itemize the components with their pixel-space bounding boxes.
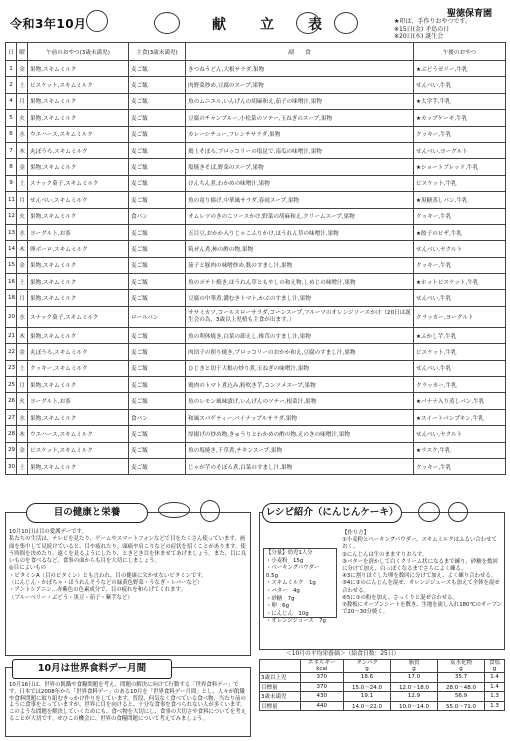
day-cell: 5	[6, 110, 17, 126]
side-dish-cell: 魚の塩焼き,千草煮,チキンスープ,果物	[186, 442, 414, 458]
side-dish-cell: 鶏肉のトマト煮込み,粉吹き芋,コンソメスープ,果物	[186, 377, 414, 393]
pm-snack-cell: クラッカー,ヨーグルト	[414, 306, 506, 327]
page-title: 献 立 表	[212, 17, 332, 33]
day-cell: 22	[6, 344, 17, 360]
staple-cell: 麦ご飯	[129, 257, 186, 273]
nutrition-value: 14.0〜22.0	[344, 701, 391, 711]
pm-snack-cell: クッキー,牛乳	[414, 458, 506, 474]
am-snack-cell: 果物,スキムミルク	[28, 208, 129, 224]
menu-row	[6, 110, 506, 126]
side-dish-cell: オムレツのきのこソースかけ,野菜の胡麻和え,クリームスープ,果物	[186, 208, 414, 224]
nutrition-value: 17.0	[391, 673, 438, 683]
carrot-illustration	[418, 502, 440, 522]
side-dish-cell: 肉団子の照り焼き,ブロッコリーのおかか和え,豆腐のすまし汁,果物	[186, 344, 414, 360]
staple-cell: 麦ご飯	[129, 274, 186, 290]
ingredient: ・砂糖 7g	[266, 595, 295, 602]
day-cell: 8	[6, 159, 17, 175]
am-snack-cell: 果物,スキムミルク	[28, 458, 129, 474]
staple-cell: ロールパン	[129, 306, 186, 327]
nutrition-row	[260, 673, 505, 683]
staple-cell: 麦ご飯	[129, 77, 186, 93]
day-cell: 1	[6, 61, 17, 77]
menu-row	[6, 208, 506, 224]
side-dish-cell: ひじきと切干大根の炒り煮,玉ねぎの味噌汁,果物	[186, 360, 414, 376]
side-dish-cell: きつねうどん,大根サラダ,果物	[186, 61, 414, 77]
pm-snack-cell: ★大学芋,牛乳	[414, 93, 506, 109]
pm-snack-cell: ★ホットビスケット,牛乳	[414, 274, 506, 290]
weekday-cell: 月	[17, 290, 28, 306]
weekday-cell: 金	[17, 442, 28, 458]
weekday-cell: 金	[17, 257, 28, 273]
day-cell: 29	[6, 442, 17, 458]
nutrition-value: 56.9	[438, 692, 485, 702]
am-snack-cell: 果物,スキムミルク	[28, 159, 129, 175]
menu-row	[6, 442, 506, 458]
recipe-step: ①小麦粉とベーキングパウダー、スキムミルクはふるい合わせておく。	[342, 537, 497, 551]
ingredient: ・小麦粉 15g	[266, 557, 304, 564]
menu-row	[6, 126, 506, 142]
health-line: 私たちの生活は、テレビを見たり、ゲームやスマートフォンなどで目をたくさん使っています。画面を集中して見続けていると、目や疲れたり、頭痛や肩こりなどの症状を招くことがあります。使う時間を決めたり、遠くを見るようにしたり、ときどき目を休ませてあげましょう。また、目に良いものを食べるなど、食事の面からも目を大切にしましょう。	[9, 536, 247, 565]
side-dish-cell: 魚のポテト焼き,ほうれん草ともやしの和え物,しめじの味噌汁,果物	[186, 274, 414, 290]
pm-snack-cell: ビスケット,牛乳	[414, 175, 506, 191]
col-header-weekday: 曜	[17, 43, 28, 61]
weekday-cell: 水	[17, 409, 28, 425]
pm-snack-cell: ★ショートブレッド,牛乳	[414, 159, 506, 175]
cartoon-mushroom-illustration	[296, 12, 320, 34]
pm-snack-cell: ★カップケーキ,牛乳	[414, 110, 506, 126]
menu-row	[6, 458, 506, 474]
pm-snack-cell: ★スイートパンプキン,牛乳	[414, 409, 506, 425]
nutrition-value: 10.0〜14.0	[391, 701, 438, 711]
staple-cell: 麦ご飯	[129, 224, 186, 240]
day-cell: 23	[6, 360, 17, 376]
nutrition-col-header: タンパク g	[344, 660, 391, 673]
menu-row	[6, 241, 506, 257]
nutrition-value: 370	[300, 682, 343, 692]
menu-row	[6, 257, 506, 273]
health-line: ・ビタミンA（目のビタミン）とも言われ、目の健康に欠かせないビタミンです。	[9, 572, 207, 579]
am-snack-cell: 果物,スキムミルク	[28, 257, 129, 273]
am-snack-cell: 果物,スキムミルク	[28, 274, 129, 290]
pm-snack-cell: せんべい,ヨーグルト	[414, 142, 506, 158]
health-line: ◎目によいもの	[9, 565, 47, 572]
recipe-step: ⑥5に①の粉を加え、さっくりと混ぜ合わせる。	[342, 594, 458, 601]
nutrition-col-header: 炭水化物 g	[438, 660, 485, 673]
menu-row	[6, 426, 506, 442]
nutrition-value: 18.6	[344, 673, 391, 683]
am-snack-cell: 果物,スキムミルク	[28, 110, 129, 126]
nutrition-row	[260, 701, 505, 711]
nutrition-value: 15.0〜24.0	[344, 682, 391, 692]
am-snack-cell: せんべい,スキムミルク	[28, 192, 129, 208]
col-header-side-dish: 副 食	[186, 43, 414, 61]
day-cell: 27	[6, 409, 17, 425]
staple-cell: 麦ご飯	[129, 442, 186, 458]
cartoon-food-illustration	[334, 12, 358, 34]
ingredient: ・にんじん 10g	[266, 610, 309, 617]
side-dish-cell: 魚の竜り揚げ,中華風サラダ,春雨スープ,果物	[186, 192, 414, 208]
menu-row	[6, 377, 506, 393]
menu-row	[6, 61, 506, 77]
nutrition-value: 1.3	[484, 692, 504, 702]
header-note: ★印は、手作りおやつです。	[394, 18, 471, 25]
nutrition-col-header: 脂質 g	[391, 660, 438, 673]
nutrition-value: 1.4	[484, 682, 504, 692]
staple-cell: 麦ご飯	[129, 393, 186, 409]
staple-cell: 麦ご飯	[129, 93, 186, 109]
col-header-am-snack: 午前のおやつ(3歳未満児)	[28, 43, 129, 61]
staple-cell: 麦ご飯	[129, 458, 186, 474]
weekday-cell: 木	[17, 327, 28, 343]
ingredient: ・バター 4g	[266, 587, 300, 594]
pm-snack-cell: クラッカー,牛乳	[414, 377, 506, 393]
staple-cell: 麦ご飯	[129, 175, 186, 191]
staple-cell: 麦ご飯	[129, 290, 186, 306]
health-title: 目の健康と栄養	[26, 503, 148, 523]
side-dish-cell: 厚揚げの炒め物,きゅうりとわかめの酢の物,えのきの味噌汁,果物	[186, 426, 414, 442]
nutrition-row-label: 目標量	[260, 701, 301, 711]
am-snack-cell: ウエハース,スキムミルク	[28, 126, 129, 142]
nutrition-value: 28.0〜48.0	[438, 682, 485, 692]
vegetable-illustration	[200, 500, 220, 522]
day-cell: 12	[6, 208, 17, 224]
day-cell: 6	[6, 126, 17, 142]
nutrition-value: 35.7	[438, 673, 485, 683]
staple-cell: 麦ご飯	[129, 344, 186, 360]
staple-cell: 麦ご飯	[129, 110, 186, 126]
recipe-step: ②にんじんは生のまますりおろす。	[342, 551, 428, 558]
nutrition-value: 440	[300, 701, 343, 711]
menu-row	[6, 274, 506, 290]
weekday-cell: 金	[17, 159, 28, 175]
food-day-title: 10月は世界食料デー月間	[12, 659, 172, 679]
month-title: 令和3年10月	[10, 17, 87, 31]
day-cell: 28	[6, 426, 17, 442]
cartoon-animal-illustration	[86, 10, 108, 32]
side-dish-cell: 魚の利休焼き,白菜の卸えし,椎茸のすまし汁,果物	[186, 327, 414, 343]
nutrition-value: 12.0〜18.0	[391, 682, 438, 692]
recipe-steps	[342, 530, 502, 616]
menu-row	[6, 306, 506, 327]
header-notes	[394, 18, 502, 41]
weekday-cell: 土	[17, 360, 28, 376]
am-snack-cell: 果物,スキムミルク	[28, 61, 129, 77]
weekday-cell: 月	[17, 93, 28, 109]
day-cell: 11	[6, 192, 17, 208]
health-line: ・アントシアニン…赤紫色の色素成分で、目の疲れを和らげてくれます。	[9, 587, 186, 594]
staple-cell: 麦ご飯	[129, 159, 186, 175]
pm-snack-cell: ★ラスク,牛乳	[414, 442, 506, 458]
nutrition-col-header: 食塩 g	[484, 660, 504, 673]
health-line: 10月10日は目の愛護デーです。	[9, 529, 87, 535]
staple-cell: 麦ご飯	[129, 61, 186, 77]
am-snack-cell: 果物,スキムミルク	[28, 377, 129, 393]
weekday-cell: 月	[17, 192, 28, 208]
ingredient: ・ベーキングパウダー 0.5g	[266, 565, 325, 579]
health-text	[9, 529, 247, 602]
health-line: （ブルーベリー・ぶどう・黒豆・茄子・紫芋など）	[9, 594, 133, 601]
recipe-step: ④3に割りほぐした卵を数回に分けて加え、よく練り合わせる。	[342, 573, 497, 580]
am-snack-cell: ウエハース,スキムミルク	[28, 426, 129, 442]
nutrition-row	[260, 682, 505, 692]
pm-snack-cell: せんべい,ヤクルト	[414, 426, 506, 442]
am-snack-cell: クッキー,スキムミルク	[28, 360, 129, 376]
menu-row	[6, 93, 506, 109]
menu-row	[6, 290, 506, 306]
weekday-cell: 水	[17, 224, 28, 240]
side-dish-cell: ササミカツ,コールスローサラダ,コーンスープ,フルーツのオレンジソースかけ（20日は誕生会の為、3歳以上児植も主食が出ます。）	[186, 306, 414, 327]
col-header-day: 日	[6, 43, 17, 61]
side-dish-cell: 和風スパゲティー,パイナップルサラダ,果物	[186, 409, 414, 425]
weekday-cell: 木	[17, 241, 28, 257]
staple-cell: 麦ご飯	[129, 426, 186, 442]
pm-snack-cell: せんべい,ヤクルト	[414, 241, 506, 257]
nutrition-title: ＜10月の平均栄養価＞（給食日数：25日）	[286, 651, 400, 657]
am-snack-cell: スナック菓子,スキムミルク	[28, 175, 129, 191]
side-dish-cell: じゃが芋のそぼろ煮,白菜のすまし汁,果物	[186, 458, 414, 474]
am-snack-cell: 丸ぼうろ,スキムミルク	[28, 344, 129, 360]
staple-cell: 麦ご飯	[129, 142, 186, 158]
nutrition-value: 1.4	[484, 673, 504, 683]
weekday-cell: 月	[17, 377, 28, 393]
am-snack-cell: 果物,スキムミルク	[28, 93, 129, 109]
menu-row	[6, 142, 506, 158]
weekday-cell: 金	[17, 61, 28, 77]
am-snack-cell: ヨーグルト,お茶	[28, 224, 129, 240]
day-cell: 18	[6, 290, 17, 306]
menu-row	[6, 192, 506, 208]
weekday-cell: 火	[17, 110, 28, 126]
menu-row	[6, 327, 506, 343]
page-header	[4, 4, 506, 40]
side-dish-cell: 茄子と豚肉の味噌炒め,麩のすまし汁,果物	[186, 257, 414, 273]
menu-row	[6, 344, 506, 360]
side-dish-cell: 肉野菜炒め,豆腐のスープ,果物	[186, 77, 414, 93]
am-snack-cell: ヨーグルト,お茶	[28, 393, 129, 409]
weekday-cell: 土	[17, 274, 28, 290]
menu-row	[6, 175, 506, 191]
pm-snack-cell: クッキー,牛乳	[414, 126, 506, 142]
nutrition-row-label: 3歳未満児	[260, 692, 301, 702]
cartoon-child-illustration	[154, 12, 180, 34]
weekday-cell: 水	[17, 126, 28, 142]
staple-cell: 麦ご飯	[129, 377, 186, 393]
menu-row	[6, 360, 506, 376]
am-snack-cell: 果物,スキムミルク	[28, 409, 129, 425]
am-snack-cell: ビスケット,スキムミルク	[28, 77, 129, 93]
am-snack-cell: 果物,スキムミルク	[28, 327, 129, 343]
staple-cell: 食パン	[129, 208, 186, 224]
header-note: ※15日(金) 矛島の日	[394, 25, 450, 33]
nutrition-header-row	[260, 660, 505, 673]
day-cell: 14	[6, 241, 17, 257]
pm-snack-cell: ★ふかし芋,牛乳	[414, 327, 506, 343]
side-dish-cell: 五目豆,おかか入りじゃこふりかけ,ほうれん草の味噌汁,果物	[186, 224, 414, 240]
ingredients-title: 【分量】幼児1人分	[266, 550, 313, 556]
pm-snack-cell: せんべい,牛乳	[414, 360, 506, 376]
pm-snack-cell: せんべい,牛乳	[414, 290, 506, 306]
side-dish-cell: 塩焼きそば,野菜のスープ,果物	[186, 159, 414, 175]
nutrition-value: 55.0〜71.0	[438, 701, 485, 711]
nutrition-row-label: 目標量	[260, 682, 301, 692]
menu-row	[6, 77, 506, 93]
nutrition-value: 370	[300, 673, 343, 683]
staple-cell: 麦ご飯	[129, 126, 186, 142]
am-snack-cell: 果物,スキムミルク	[28, 290, 129, 306]
health-line: （にんじん・かぼちゃ・ほうれんそうなどの緑黄色野菜・うなぎ・レバーなど）	[9, 580, 203, 587]
side-dish-cell: けんちん煮,わかめの味噌汁,果物	[186, 175, 414, 191]
pm-snack-cell: ★餃子のピザ,牛乳	[414, 224, 506, 240]
day-cell: 25	[6, 377, 17, 393]
day-cell: 9	[6, 175, 17, 191]
am-snack-cell: 卵ボーロ,スキムミルク	[28, 241, 129, 257]
ingredients-list	[266, 550, 336, 626]
recipe-step: ⑦数板にオーブンシートを敷き、生地を流し入れ180℃のオーブンで20〜30分焼く。	[342, 602, 503, 616]
staple-cell: 麦ご飯	[129, 360, 186, 376]
pm-snack-cell: ★黒糖蒸しパン,牛乳	[414, 192, 506, 208]
nutrition-value: 19.1	[344, 692, 391, 702]
am-snack-cell: ビスケット,スキムミルク	[28, 442, 129, 458]
nutrition-row	[260, 692, 505, 702]
pm-snack-cell: ビスケット,牛乳	[414, 344, 506, 360]
weekday-cell: 木	[17, 426, 28, 442]
pm-snack-cell: クッキー,牛乳	[414, 257, 506, 273]
col-header-pm-snack: 午後のおやつ	[414, 43, 506, 61]
pm-snack-cell: ★ぶどうゼリー,牛乳	[414, 61, 506, 77]
side-dish-cell: 豆腐のチャンプルー,小松菜のソテー,玉ねぎのスープ,果物	[186, 110, 414, 126]
eye-illustration	[158, 502, 190, 518]
school-name: 聖徳保育園	[446, 9, 492, 19]
day-cell: 13	[6, 224, 17, 240]
ingredient: ・スキムミルク 1g	[266, 580, 316, 587]
side-dish-cell: 鶏上そぼろ,ブロッコリーの塩昆で,南瓜の味噌汁,果物	[186, 142, 414, 158]
nutrition-body	[260, 673, 505, 711]
day-cell: 15	[6, 257, 17, 273]
weekday-cell: 土	[17, 458, 28, 474]
menu-header-row	[6, 43, 506, 61]
cake-illustration	[448, 502, 468, 522]
day-cell: 26	[6, 393, 17, 409]
weekday-cell: 土	[17, 77, 28, 93]
pm-snack-cell: せんべい,牛乳	[414, 77, 506, 93]
menu-row	[6, 409, 506, 425]
menu-body	[6, 61, 506, 475]
side-dish-cell: 魚のレモン風味漬げ,いんげんのソテー,根菜汁,果物	[186, 393, 414, 409]
side-dish-cell: 筑ぜん煮,柿の酢の物,果物	[186, 241, 414, 257]
side-dish-cell: 豆腐の中華煮,濃むきトマト,かぶのすまし汁,果物	[186, 290, 414, 306]
recipe-title: レシピ紹介（にんじんケーキ）	[262, 503, 402, 523]
menu-row	[6, 159, 506, 175]
ingredient: ・オレンジジュース 7g	[266, 618, 326, 625]
nutrition-row-label: 3歳以上児	[260, 673, 301, 683]
nutrition-value: 1.3	[484, 701, 504, 711]
day-cell: 20	[6, 306, 17, 327]
nutrition-corner-cell	[260, 660, 301, 673]
menu-row	[6, 393, 506, 409]
weekday-cell: 金	[17, 344, 28, 360]
staple-cell: 麦ご飯	[129, 192, 186, 208]
menu-row	[6, 224, 506, 240]
menu-table	[5, 42, 506, 475]
staple-cell: 食パン	[129, 409, 186, 425]
am-snack-cell: 丸ぼうろ,スキムミルク	[28, 142, 129, 158]
am-snack-cell: スナック菓子,スキムミルク	[28, 306, 129, 327]
day-cell: 30	[6, 458, 17, 474]
day-cell: 7	[6, 142, 17, 158]
recipe-step: ③バターを溶かして白くクリーム状になるまで練り、砂糖を数回に分けて加え、白っぽくなるまでさらによく練る。	[342, 558, 498, 573]
staple-cell: 麦ご飯	[129, 241, 186, 257]
nutrition-value: 12.9	[391, 692, 438, 702]
weekday-cell: 土	[17, 175, 28, 191]
weekday-cell: 火	[17, 208, 28, 224]
col-header-staple: 主食(3歳未満児)	[129, 43, 186, 61]
side-dish-cell: 魚のムニエル,いんげんの胡麻和え,茄子の味噌汁,果物	[186, 93, 414, 109]
nutrition-value: 430	[300, 692, 343, 702]
header-note: ※20日(水) 誕生会	[394, 33, 444, 40]
nutrition-col-header: エネルギー kcal	[300, 660, 343, 673]
weekday-cell: 木	[17, 142, 28, 158]
pm-snack-cell: クッキー,牛乳	[414, 208, 506, 224]
weekday-cell: 火	[17, 393, 28, 409]
day-cell: 4	[6, 93, 17, 109]
ingredient: ・卵 6g	[266, 603, 290, 610]
day-cell: 16	[6, 274, 17, 290]
day-cell: 2	[6, 77, 17, 93]
recipe-step: ⑤4に②のにんじんを混ぜ、オレンジジュースも加えて全体を混ぜ合わせる。	[342, 580, 500, 594]
staple-cell: 麦ご飯	[129, 327, 186, 343]
side-dish-cell: カレーシチュー,フレンチサラダ,果物	[186, 126, 414, 142]
day-cell: 21	[6, 327, 17, 343]
food-day-text: 10月16日は、世界の飢餓や食糧問題を考え、問題の解決に向けて行動する「世界食料デー」です。日本では2008年から「世界食料デー」のある10月を「世界食料デー月間」とし、人々が飢餓や食料問題に取り組むきっかけ作りをしています。普段、何気なく食べている食べ物、当たり前のように食事をとっていますが、世界に目を向けると、十分な食事を食べられない人が多くいます。このような問題を解決していくためにも、食べ物を大切にし、食事の大切さや食料についてを考えることが大切です。ぜひこの機会に、世界の食糧問題について考えてみましょう。	[9, 682, 247, 722]
steps-title: 【作り方】	[342, 530, 369, 536]
pm-snack-cell: ★バナナ入り蒸しパン,牛乳	[414, 393, 506, 409]
weekday-cell: 水	[17, 306, 28, 327]
nutrition-table	[259, 659, 505, 711]
